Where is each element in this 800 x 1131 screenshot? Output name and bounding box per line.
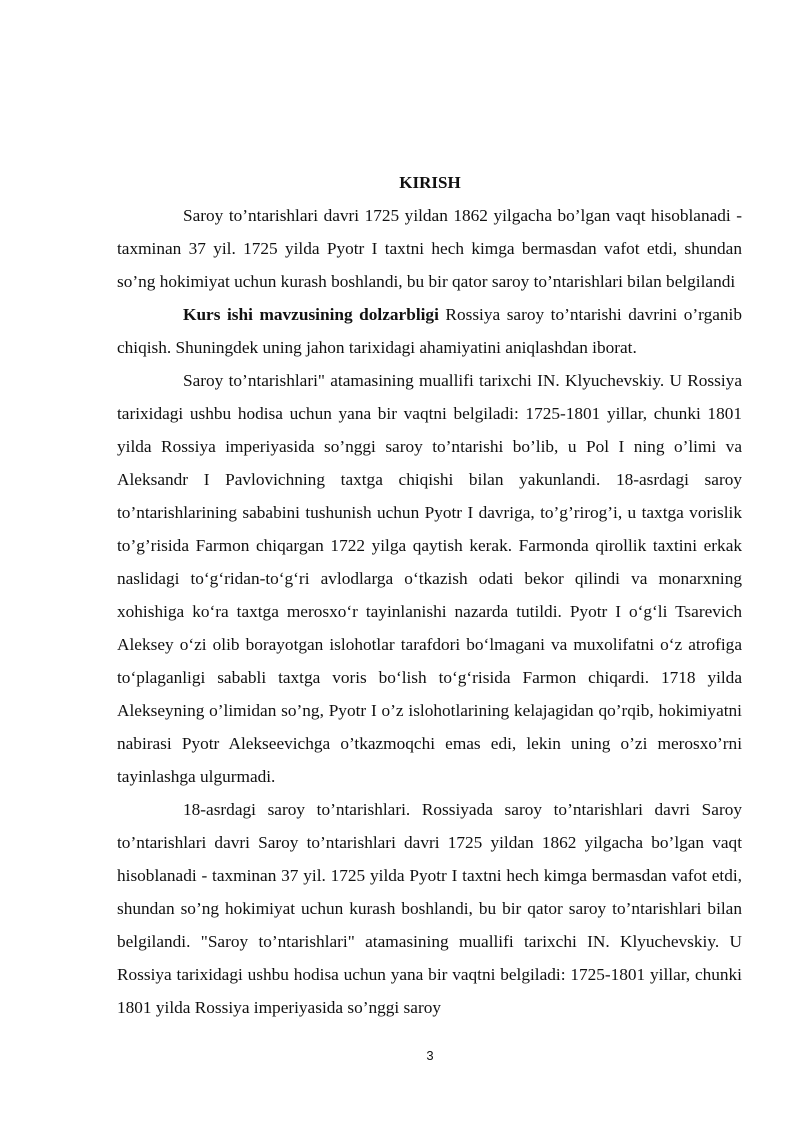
paragraph-text: Rossiya saroy to’ntarishi davrini o’rganib chiqish. Shuningdek uning jahon tarixidagi ahamiyatini aniqlashdan iborat. (117, 305, 742, 357)
paragraph-history (117, 364, 742, 793)
paragraph-intro (117, 199, 742, 298)
paragraph-text: Saroy to’ntarishlari" atamasining muallifi tarixchi IN. Klyuchevskiy. U Rossiya tarixidagi ushbu hodisa uchun yana bir vaqtni belgiladi: 1725-1801 yillar, chunki 1801 yilda Rossiya imperiyasida so’nggi saroy to’ntarishi bo’lib, u Pol I ning o’limi va Aleksandr I Pavlovichning taxtga chiqishi bilan yakunlandi. 18-asrdagi saroy to’ntarishlarining sababini tushunish uchun Pyotr I davriga, to’g’rirog’i, u taxtga vorislik to’g’risida Farmon chiqargan 1722 yilga qaytish kerak. Farmonda qirollik taxtini erkak naslidagi to‘g‘ridan-to‘g‘ri avlodlarga o‘tkazish odati bekor qilindi va monarxning xohishiga ko‘ra taxtga merosxo‘r tayinlanishi nazarda tutildi. Pyotr I o‘g‘li Tsarevich Aleksey o‘zi olib borayotgan islohotlar tarafdori bo‘lmagani va muxolifatni o‘z atrofiga to‘plaganligi sababli taxtga voris bo‘lish to‘g‘risida Farmon chiqardi. 1718 yilda Alekseyning o’limidan so’ng, Pyotr I o’z islohotlarining kelajagidan qo’rqib, hokimiyatni nabirasi Pyotr Alekseevichga o’tkazmoqchi emas edi, lekin uning o’zi merosxo’rni tayinlashga ulgurmadi. (117, 371, 742, 786)
section-title: KIRISH (399, 173, 461, 192)
paragraph-text: 18-asrdagi saroy to’ntarishlari. Rossiyada saroy to’ntarishlari davri Saroy to’ntarishlari davri Saroy to’ntarishlari davri 1725 yildan 1862 yilgacha bo’lgan vaqt hisoblanadi - taxminan 37 yil. 1725 yilda Pyotr I taxtni hech kimga bermasdan vafot etdi, shundan so’ng hokimiyat uchun kurash boshlandi, bu bir qator saroy to’ntarishlari bilan belgilandi. "Saroy to’ntarishlari" atamasining muallifi tarixchi IN. Klyuchevskiy. U Rossiya tarixidagi ushbu hodisa uchun yana bir vaqtni belgiladi: 1725-1801 yillar, chunki 1801 yilda Rossiya imperiyasida so’nggi saroy (117, 800, 742, 1017)
page-number: 3 (426, 1048, 434, 1063)
body-text (117, 199, 742, 1024)
paragraph-lead: Kurs ishi mavzusining dolzarbligi (183, 305, 439, 324)
paragraph-relevance (117, 298, 742, 364)
paragraph-18th-century (117, 793, 742, 1024)
paragraph-text: Saroy to’ntarishlari davri 1725 yildan 1862 yilgacha bo’lgan vaqt hisoblanadi - taxminan 37 yil. 1725 yilda Pyotr I taxtni hech kimga bermasdan vafot etdi, shundan so’ng hokimiyat uchun kurash boshlandi, bu bir qator saroy to’ntarishlari bilan belgilandi (117, 206, 742, 291)
